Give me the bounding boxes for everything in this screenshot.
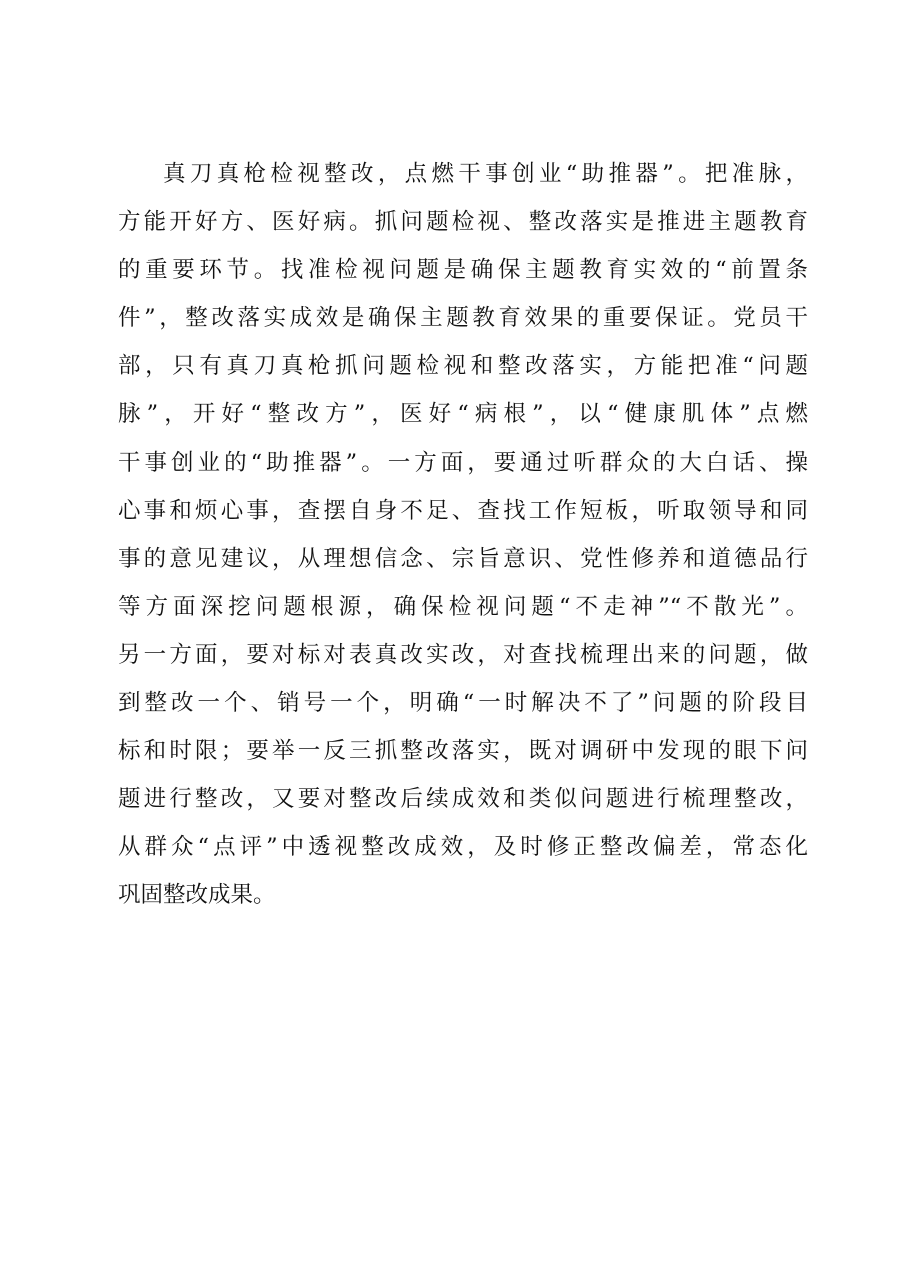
paragraph-line-4: 件”，整改落实成效是确保主题教育效果的重要保证。党员干 xyxy=(118,305,808,332)
paragraph-line-10: 等方面深挖问题根源，确保检视问题“不走神”“不散光”。 xyxy=(118,593,808,620)
paragraph-line-15: 从群众“点评”中透视整改成效，及时修正整改偏差，常态化 xyxy=(118,834,808,861)
paragraph-line-8: 心事和烦心事，查摆自身不足、查找工作短板，听取领导和同 xyxy=(118,497,808,524)
paragraph-line-2: 方能开好方、医好病。抓问题检视、整改落实是推进主题教育 xyxy=(118,209,808,236)
document-paragraph xyxy=(118,150,808,920)
paragraph-line-1: 真刀真枪检视整改，点燃干事创业“助推器”。把准脉， xyxy=(163,161,808,187)
paragraph-line-5: 部，只有真刀真枪抓问题检视和整改落实，方能把准“问题 xyxy=(118,353,808,380)
paragraph-line-7: 干事创业的“助推器”。一方面，要通过听群众的大白话、操 xyxy=(118,449,808,476)
paragraph-line-13: 标和时限；要举一反三抓整改落实，既对调研中发现的眼下问 xyxy=(118,738,808,765)
paragraph-line-3: 的重要环节。找准检视问题是确保主题教育实效的“前置条 xyxy=(118,257,808,284)
paragraph-line-6: 脉”，开好“整改方”，医好“病根”，以“健康肌体”点燃 xyxy=(118,401,808,428)
paragraph-line-14: 题进行整改，又要对整改后续成效和类似问题进行梳理整改， xyxy=(118,786,808,813)
paragraph-line-12: 到整改一个、销号一个，明确“一时解决不了”问题的阶段目 xyxy=(118,690,808,717)
paragraph-line-16: 巩固整改成果。 xyxy=(118,882,276,909)
paragraph-line-11: 另一方面，要对标对表真改实改，对查找梳理出来的问题，做 xyxy=(118,641,808,668)
paragraph-line-9: 事的意见建议，从理想信念、宗旨意识、党性修养和道德品行 xyxy=(118,545,808,572)
